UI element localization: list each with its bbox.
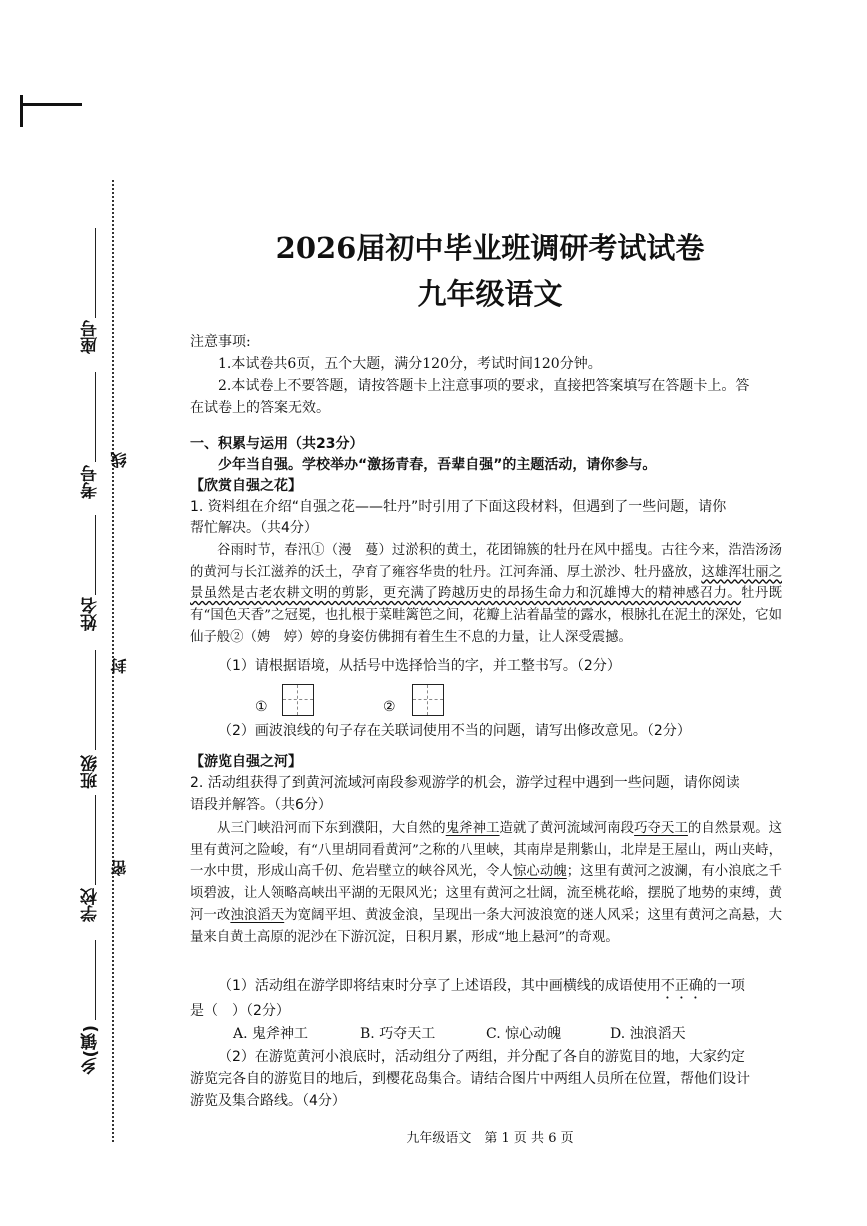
question-2: 语段并解答。（共6分）	[190, 797, 332, 813]
fill-line	[95, 228, 96, 318]
page-footer: 九年级语文 第 1 页 共 6 页	[406, 1131, 574, 1146]
fill-line	[95, 795, 96, 885]
question-2-sub-2: 游览完各自的游览目的地后，到樱花岛集合。请结合图片中两组人员所在位置，帮他们设计	[190, 1071, 750, 1087]
answer-box[interactable]	[412, 684, 444, 716]
notice-item: 在试卷上的答案无效。	[190, 400, 330, 416]
township-label: 乡(镇)	[81, 1025, 101, 1075]
passage-2: 从三门峡沿河而下东到濮阳，大自然的鬼斧神工造就了黄河流域河南段巧夺天工的自然景观。这里有黄河之险峻，有“八里胡同看黄河”之称的八里峡，其南岸是荆紫山，北岸是王屋山，两山夹峙，一水中贯，形成山高千仞、危岩壁立的峡谷风光，令人惊心动魄；这里有黄河之波澜，有小浪底之千顷碧波，让人领略高峡出平湖的无限风光；这里有黄河之壮阔，流至桃花峪，摆脱了地势的束缚，黄河一改浊浪滔天为宽阔平坦、黄波金浪，呈现出一条大河波浪宽的迷人风采；这里有黄河之高悬，大量来自黄土高原的泥沙在下游沉淀，日积月累，形成“地上悬河”的奇观。	[190, 821, 783, 945]
underlined-idiom: 鬼斧神工	[445, 821, 500, 836]
fill-line	[95, 515, 96, 595]
part-heading: 【游览自强之河】	[190, 754, 302, 770]
question-2-sub-1: 是（ ）（2分）	[190, 1003, 290, 1019]
notice-heading: 注意事项:	[190, 334, 251, 350]
school-label: 学校	[81, 888, 101, 922]
answer-label: ①	[255, 699, 268, 715]
section-heading: 一、积累与运用（共23分）	[190, 436, 364, 452]
answer-box[interactable]	[282, 684, 314, 716]
answer-label: ②	[383, 699, 396, 715]
underlined-idiom: 惊心动魄	[512, 864, 567, 880]
question-1: 帮忙解决。（共4分）	[190, 520, 318, 536]
crop-mark	[20, 95, 23, 127]
fill-line	[95, 940, 96, 1020]
question-2-sub-1: （1）活动组在游学即将结束时分享了上述语段，其中画横线的成语使用不正确的一项	[218, 978, 745, 994]
exam-number-label: 考号	[81, 465, 101, 499]
seal-word-seal: 封	[110, 658, 129, 674]
class-label: 班级	[81, 755, 101, 789]
passage-1: 谷雨时节，春汛①（漫 蔓）过淤积的黄土，花团锦簇的牡丹在风中摇曳。古往今来，浩浩汤汤的黄河与长江滋养的沃土，孕育了雍容华贵的牡丹。江河奔涌、厚土淤沙、牡丹盛放，这雄浑壮丽之景虽然是古老农耕文明的剪影，更充满了跨越历史的昂扬生命力和沉雄博大的精神感召力。牡丹既有“国色天香”之冠冕，也扎根于菜畦篱笆之间，花瓣上沾着晶莹的露水，根脉扎在泥土的深处，它如仙子般②（娉 婷）婷的身姿仿佛拥有着生生不息的力量，让人深受震撼。	[190, 543, 783, 645]
section-theme: 少年当自强。学校举办“激扬青春，吾辈自强”的主题活动，请你参与。	[218, 457, 657, 473]
notice-item: 1.本试卷共6页，五个大题，满分120分，考试时间120分钟。	[218, 356, 602, 372]
option-d: D. 浊浪滔天	[610, 1026, 686, 1042]
question-2-sub-2: 游览及集合路线。（4分）	[190, 1093, 346, 1109]
crop-mark	[20, 103, 82, 106]
option-a: A. 鬼斧神工	[233, 1026, 309, 1042]
wavy-sentence: 这雄浑壮丽之景虽然是古老农耕文明的剪影，更充满了跨越历史的昂扬生命力和沉雄博大的精神感召力。	[190, 564, 782, 602]
question-2-sub-2: （2）在游览黄河小浪底时，活动组分了两组，并分配了各自的游览目的地，大家约定	[218, 1049, 745, 1065]
exam-subtitle: 九年级语文	[417, 277, 563, 311]
seat-number-label: 座号	[81, 320, 101, 354]
option-c: C. 惊心动魄	[486, 1026, 562, 1042]
fill-line	[95, 372, 96, 462]
part-heading: 【欣赏自强之花】	[190, 478, 302, 494]
question-1: 1. 资料组在介绍“自强之花——牡丹”时引用了下面这段材料，但遇到了一些问题，请你	[190, 499, 727, 515]
notice-item: 2.本试卷上不要答题，请按答题卡上注意事项的要求，直接把答案填写在答题卡上。答	[218, 378, 750, 394]
seal-word-secret: 密	[110, 860, 129, 876]
question-2: 2. 活动组获得了到黄河流域河南段参观游学的机会，游学过程中遇到一些问题，请你阅读	[190, 775, 740, 791]
underlined-idiom: 巧夺天工	[634, 821, 688, 836]
underlined-idiom: 浊浪滔天	[230, 907, 285, 923]
question-1-sub-2: （2）画波浪线的句子存在关联词使用不当的问题，请写出修改意见。（2分）	[218, 723, 691, 739]
fill-line	[95, 650, 96, 750]
option-b: B. 巧夺天工	[360, 1026, 436, 1042]
question-1-sub-1: （1）请根据语境，从括号中选择恰当的字，并工整书写。（2分）	[218, 658, 621, 674]
emphasis-dots: 不正确	[660, 978, 703, 994]
seal-word-line: 线	[110, 452, 129, 468]
exam-title: 2026届初中毕业班调研考试试卷	[275, 231, 705, 265]
name-label: 姓名	[81, 597, 101, 631]
